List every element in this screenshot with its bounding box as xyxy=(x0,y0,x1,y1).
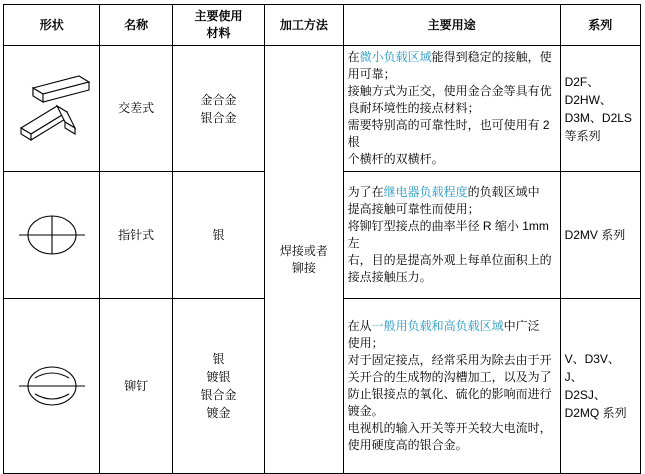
contact-specification-table xyxy=(3,4,641,474)
shape-cell-pointer xyxy=(4,172,100,299)
use-line: 镀金。 xyxy=(347,404,384,419)
use-highlight: 微小负载区域 xyxy=(359,50,432,65)
shape-cell-rivet xyxy=(4,299,100,474)
use-cell-crossbar xyxy=(343,46,560,172)
use-highlight: 一般用负载和高负载区域 xyxy=(371,319,504,334)
series-line: D2SJ、 xyxy=(564,388,606,403)
material-cell-rivet xyxy=(172,299,264,474)
use-line: 需要特别高的可靠性时，也可使用有 2 根 xyxy=(347,118,550,150)
material-line: 金合金 xyxy=(200,92,237,107)
use-cell-rivet xyxy=(343,299,560,474)
use-line: 电视机的输入开关等开关较大电流时， xyxy=(347,421,552,436)
material-line: 银合金 xyxy=(200,388,237,403)
header-use: 主要用途 xyxy=(343,5,560,46)
series-line: D2MV 系列 xyxy=(564,228,626,243)
use-highlight: 继电器负载程度 xyxy=(383,185,468,200)
use-line: 个横杆的双横杆。 xyxy=(347,152,444,167)
table-header-row xyxy=(4,5,641,46)
series-line: 等系列 xyxy=(564,128,601,143)
use-line: 将铆钉型接点的曲率半径 R 缩小 1mm 左 xyxy=(347,219,549,251)
name-cell-pointer: 指针式 xyxy=(100,172,172,299)
use-line: 使用； xyxy=(347,336,384,351)
table-row xyxy=(4,46,641,172)
process-line: 铆接 xyxy=(291,260,316,275)
material-line: 银 xyxy=(212,352,225,367)
use-line: 防止银接点的氧化、硫化的影响而进行 xyxy=(347,387,552,402)
pointer-contact-shape-icon xyxy=(8,175,95,295)
use-line: 用可靠； xyxy=(347,67,396,82)
table-head xyxy=(4,5,641,46)
name-cell-rivet: 铆钉 xyxy=(100,299,172,474)
material-line: 银合金 xyxy=(200,110,237,125)
use-line: 接点接触压力。 xyxy=(347,270,432,285)
material-cell-crossbar xyxy=(172,46,264,172)
use-line: 对于固定接点，经常采用为除去由于开 xyxy=(347,353,552,368)
header-shape: 形状 xyxy=(4,5,100,46)
header-series: 系列 xyxy=(560,5,640,46)
use-line: 关开合的生成物的沟槽加工，以及为了 xyxy=(347,370,552,385)
header-material xyxy=(172,5,264,46)
use-line: 右，目的是提高外观上每单位面积上的 xyxy=(347,253,552,268)
series-cell-crossbar xyxy=(560,46,640,172)
header-process: 加工方法 xyxy=(265,5,343,46)
use-line: 提高接触可靠性而使用； xyxy=(347,202,480,217)
use-line: 接触方式为正交，使用金合金等具有优 xyxy=(347,84,552,99)
header-material-line2: 材料 xyxy=(206,26,231,41)
series-line: V、D3V、J、 xyxy=(564,352,620,385)
series-cell-pointer xyxy=(560,172,640,299)
use-line: 为了在继电器负载程度的负载区域中 xyxy=(347,185,540,200)
series-line: D3M、D2LS xyxy=(564,110,632,125)
use-line: 使用硬度高的银合金。 xyxy=(347,438,468,453)
material-line: 镀银 xyxy=(206,370,231,385)
series-cell-rivet xyxy=(560,299,640,474)
header-material-line1: 主要使用 xyxy=(194,9,243,23)
use-cell-pointer xyxy=(343,172,560,299)
series-line: D2F、 xyxy=(564,74,600,89)
shape-cell-crossbar xyxy=(4,46,100,172)
use-line: 在微小负载区域能得到稳定的接触，使 xyxy=(347,50,552,65)
crossbar-contact-shape-icon xyxy=(8,49,95,168)
name-cell-crossbar: 交差式 xyxy=(100,46,172,172)
rivet-contact-shape-icon xyxy=(8,302,95,470)
material-line: 镀金 xyxy=(206,406,231,421)
use-line: 在从一般用负载和高负载区域中广泛 xyxy=(347,319,540,334)
process-line: 焊接或者 xyxy=(279,243,328,258)
series-line: D2MQ 系列 xyxy=(564,406,627,421)
table-body xyxy=(4,46,641,474)
header-name: 名称 xyxy=(100,5,172,46)
series-line: D2HW、 xyxy=(564,92,612,107)
material-cell-pointer: 银 xyxy=(172,172,264,299)
use-line: 良耐环境性的接点材料； xyxy=(347,101,480,116)
process-cell xyxy=(265,46,343,474)
